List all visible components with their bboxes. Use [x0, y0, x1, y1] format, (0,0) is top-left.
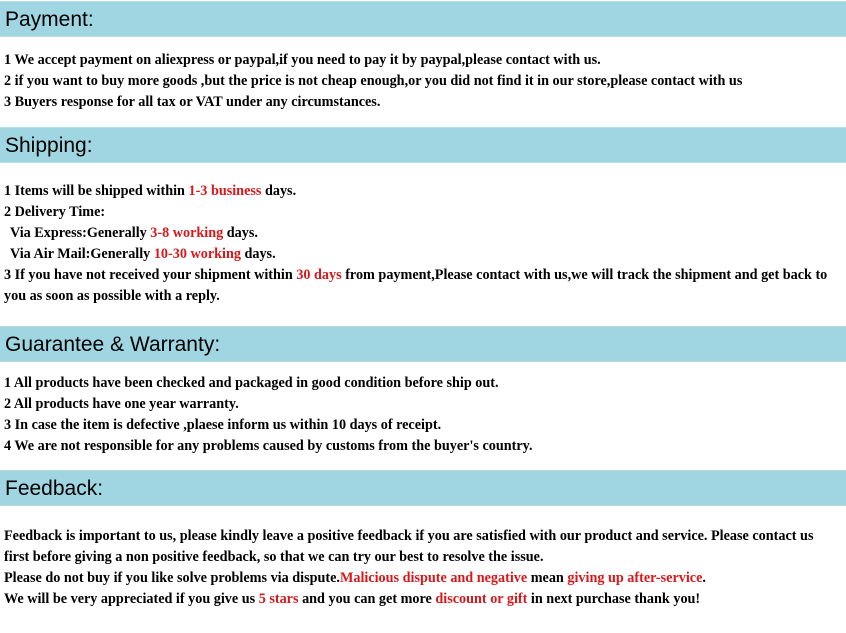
feedback-paragraph: Feedback is important to us, please kindly leave a positive feedback if you are satisfied with our product and service. Please contact us first before giving a non positive feedback, so that we can try our best to resolve the issue. — [4, 528, 814, 565]
shipping-line-1 — [4, 181, 842, 202]
feedback-highlight-afterservice: giving up after-service — [567, 570, 703, 586]
feedback-highlight-discount: discount or gift — [435, 591, 528, 607]
shipping-airmail-end: days. — [240, 246, 276, 262]
feedback-title: Feedback: — [5, 477, 104, 500]
shipping-line-5 — [4, 265, 842, 307]
shipping-express-text: Via Express:Generally — [10, 225, 151, 241]
guarantee-header — [0, 326, 846, 362]
guarantee-body — [4, 373, 842, 457]
shipping-header — [0, 127, 846, 163]
shipping-line-3 — [4, 223, 842, 244]
shipping-title: Shipping: — [5, 134, 93, 157]
feedback-stars-end: in next purchase thank you! — [527, 591, 701, 607]
feedback-line-dispute — [4, 568, 842, 589]
feedback-line-stars — [4, 589, 842, 610]
shipping-highlight-express: 3-8 working — [150, 225, 224, 241]
shipping-line-1-text: 1 Items will be shipped within — [4, 183, 189, 199]
feedback-dispute-mean: mean — [527, 570, 568, 586]
guarantee-line-3: 3 In case the item is defective ,plaese inform us within 10 days of receipt. — [4, 417, 442, 433]
guarantee-line-1: 1 All products have been checked and packaged in good condition before ship out. — [4, 375, 499, 391]
shipping-express-end: days. — [223, 225, 258, 241]
shipping-highlight-airmail: 10-30 working — [153, 246, 241, 262]
guarantee-line-4: 4 We are not responsible for any problems caused by customs from the buyer's country. — [4, 438, 533, 454]
payment-header — [0, 1, 846, 37]
payment-title: Payment: — [5, 8, 94, 31]
shipping-line-4 — [4, 244, 842, 265]
shipping-line-1-end: days. — [261, 183, 297, 199]
payment-body — [4, 50, 842, 113]
shipping-line-5-text: 3 If you have not received your shipment within — [4, 267, 297, 283]
feedback-stars-text: We will be very appreciated if you give us — [4, 591, 259, 607]
feedback-dispute-text: Please do not buy if you like solve problems via dispute. — [4, 570, 340, 586]
feedback-dispute-end: . — [702, 570, 706, 586]
payment-line-3: 3 Buyers response for all tax or VAT under any circumstances. — [4, 94, 381, 110]
shipping-airmail-text: Via Air Mail:Generally — [10, 246, 154, 262]
shipping-body — [4, 181, 842, 307]
feedback-body — [4, 526, 842, 610]
guarantee-line-2: 2 All products have one year warranty. — [4, 396, 239, 412]
payment-line-1: 1 We accept payment on aliexpress or paypal,if you need to pay it by paypal,please contact with us. — [4, 52, 601, 68]
shipping-highlight-business: 1-3 business — [188, 183, 262, 199]
guarantee-title: Guarantee & Warranty: — [5, 333, 221, 356]
shipping-highlight-30days: 30 days — [296, 267, 342, 283]
shipping-line-2: 2 Delivery Time: — [4, 204, 106, 220]
feedback-header — [0, 470, 846, 506]
feedback-stars-middle: and you can get more — [298, 591, 436, 607]
feedback-highlight-malicious: Malicious dispute and negative — [339, 570, 528, 586]
feedback-highlight-stars: 5 stars — [258, 591, 299, 607]
shipping-line-5-end: from payment,Please contact with us,we will track the shipment and get back to you as soon as possible with a reply. — [4, 267, 828, 304]
payment-line-2: 2 if you want to buy more goods ,but the price is not cheap enough,or you did not find it in our store,please contact with us — [4, 73, 743, 89]
